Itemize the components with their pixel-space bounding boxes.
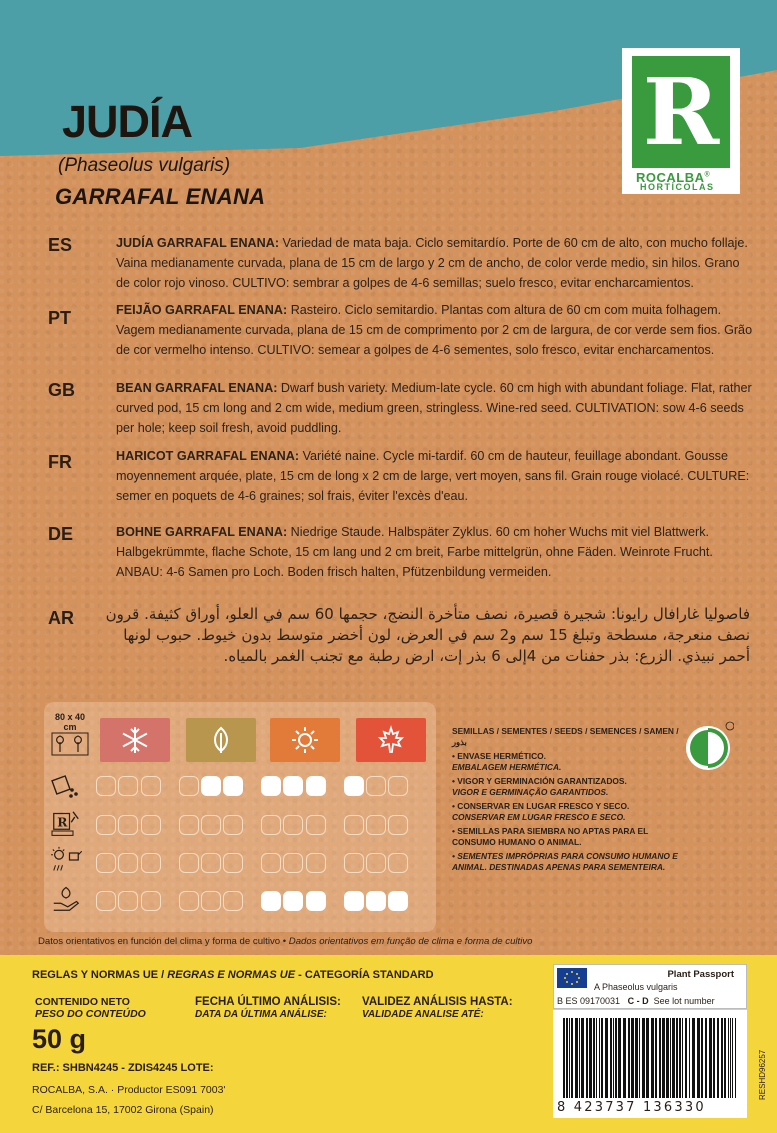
month-cell (118, 853, 138, 873)
barcode-bar (697, 1018, 700, 1098)
description-de (116, 522, 756, 582)
month-cell (306, 815, 326, 835)
barcode-bar (651, 1018, 654, 1098)
passport-title: Plant Passport (667, 969, 734, 980)
month-cell (179, 891, 199, 911)
barcode-bar (689, 1018, 690, 1098)
barcode-bar (575, 1018, 578, 1098)
barcode-bar (662, 1018, 665, 1098)
month-cell (141, 815, 161, 835)
barcode-bar (631, 1018, 634, 1098)
eu-rules (32, 969, 434, 981)
barcode-bar (670, 1018, 671, 1098)
notes-heading: SEMILLAS / SEMENTES / SEEDS / SEMENCES / SAMEN / بذور (452, 726, 679, 747)
season-spring (186, 718, 256, 762)
barcode-bar (586, 1018, 588, 1098)
description-lead: JUDÍA GARRAFAL ENANA: (116, 236, 280, 250)
calendar-row-seedbed (96, 776, 426, 798)
description-lead: BEAN GARRAFAL ENANA: (116, 381, 278, 395)
month-cell (388, 776, 408, 796)
maple-leaf-icon (376, 725, 406, 755)
barcode-bar (581, 1018, 584, 1098)
footnote (38, 936, 758, 947)
note-item: • VIGOR Y GERMINACIÓN GARANTIZADOS. VIGOR E GERMINAÇÃO GARANTIDOS. (452, 776, 627, 797)
month-cell (306, 853, 326, 873)
barcode-bar (639, 1018, 640, 1098)
seed-notes (452, 726, 682, 872)
barcode-bar (692, 1018, 695, 1098)
sun-watering-icon (46, 846, 86, 874)
passport-codes (557, 996, 715, 1006)
barcode-bar (721, 1018, 723, 1098)
month-cell (283, 853, 303, 873)
snowflake-icon (120, 725, 150, 755)
month-cell (201, 891, 221, 911)
rules-category: - CATEGORÍA STANDARD (295, 969, 434, 981)
note-item: • ENVASE HERMÉTICO. EMBALAGEM HERMÉTICA. (452, 751, 562, 772)
description-gb (116, 378, 756, 438)
net-label-es: CONTENIDO NETO (35, 996, 130, 1008)
month-cell (118, 815, 138, 835)
footnote-separator: • (280, 936, 289, 947)
month-cell (223, 891, 243, 911)
leaf-icon (206, 725, 236, 755)
barcode-bars (553, 1010, 747, 1098)
registered-mark: ® (704, 171, 711, 179)
month-cell (96, 815, 116, 835)
barcode-bar (655, 1018, 657, 1098)
note-main: CONSERVAR EN LUGAR FRESCO Y SECO. (457, 801, 630, 811)
month-cell (141, 853, 161, 873)
barcode-bar (717, 1018, 719, 1098)
calendar-row-harvest (96, 891, 426, 913)
eu-stars-icon (562, 970, 582, 986)
lang-code-de: DE (48, 524, 74, 544)
barcode-bar (599, 1018, 600, 1098)
validity-label-es: VALIDEZ ANÁLISIS HASTA: (362, 996, 513, 1008)
month-cell (141, 891, 161, 911)
barcode-bar (610, 1018, 612, 1098)
description-fr (116, 446, 756, 506)
month-cell (366, 776, 386, 796)
note-main: ENVASE HERMÉTICO. (457, 751, 546, 761)
lang-code-ar: AR (48, 608, 74, 628)
barcode-bar (666, 1018, 669, 1098)
rules-es: REGLAS Y NORMAS UE / (32, 969, 168, 981)
barcode-bar (701, 1018, 703, 1098)
description-text: Variété naine. Cycle mi-tardif. 60 cm de hauteur, feuillage abondant. Gousse moyennement arquée, plate, 15 cm de long x 2 cm de large, vert moyen, sans fil. Grain rouge violacé. CULTURE: semer en poquets de 4-6 graines; sol frais, éviter l'excès d'eau. (116, 449, 750, 503)
validity-label (362, 996, 513, 1020)
rules-pt: REGRAS E NORMAS UE (167, 969, 296, 981)
lang-code-pt: PT (48, 308, 72, 328)
calendar-row-transplant (96, 815, 426, 837)
net-weight: 50 g (32, 1024, 87, 1054)
month-cell (344, 891, 364, 911)
barcode-bar (705, 1018, 707, 1098)
month-cell (366, 815, 386, 835)
description-text: Niedrige Staude. Halbspäter Zyklus. 60 cm hoher Wuchs mit viel Blattwerk. Halbgekrümmte, flache Schote, 15 cm lang und 2 cm breit, Farbe mittelgrün, ohne Fäden. Weinrote Frucht. ANBAU: 4-6 Samen pro Loch. Boden frisch halten, Pfützenbildung vermeiden. (116, 525, 713, 579)
description-lead: BOHNE GARRAFAL ENANA: (116, 525, 288, 539)
footnote-pt: Dados orientativos em função de clima e forma de cultivo (288, 936, 533, 947)
lang-code-fr: FR (48, 452, 72, 472)
barcode-bar (709, 1018, 712, 1098)
lang-code-gb: GB (48, 380, 75, 400)
month-cell (261, 776, 281, 796)
plants-spacing-icon (50, 732, 90, 758)
note-item: • CONSERVAR EN LUGAR FRESCO Y SECO. CONSERVAR EM LUGAR FRESCO E SECO. (452, 801, 630, 822)
logo-mark: R (632, 56, 730, 168)
passport-code-cd: C - D (627, 996, 649, 1006)
month-cell (388, 891, 408, 911)
barcode-bar (596, 1018, 597, 1098)
barcode-bar (732, 1018, 733, 1098)
barcode-bar (682, 1018, 683, 1098)
month-cell (118, 891, 138, 911)
eu-flag-icon (557, 968, 587, 988)
month-cell (118, 776, 138, 796)
month-cell (366, 853, 386, 873)
barcode-bar (679, 1018, 681, 1098)
month-cell (283, 815, 303, 835)
green-dot-icon (682, 720, 734, 772)
note-item: • SEMENTES IMPRÓPRIAS PARA CONSUMO HUMANO E ANIMAL. DESTINADAS APENAS PARA SEMENTEIRA. (452, 851, 678, 872)
barcode-bar (642, 1018, 645, 1098)
producer: ROCALBA, S.A. · Productor ES091 7003' (32, 1084, 226, 1096)
spacing-unit: cm (63, 722, 77, 732)
reference-lot: REF.: SHBN4245 - ZDIS4245 LOTE: (32, 1062, 214, 1074)
month-cell (344, 853, 364, 873)
description-text: Variedad de mata baja. Ciclo semitardío. Porte de 60 cm de alto, con mucho follaje. Vaina medianamente curvada, plana de 15 cm de largo y 2 cm de ancho, de color verde medio, sin hilos. Grano de color rojo vinoso. CULTIVO: sembrar a golpes de 4-6 semillas; suelo fresco, evitar encharcamientos. (116, 236, 748, 290)
svg-text:R: R (57, 814, 68, 830)
month-cell (96, 853, 116, 873)
description-ar: فاصوليا غارافال رايونا: شجيرة قصيرة، نصف متأخرة النضج، حجمها 60 سم في العلو، أوراق كثيفة. قرون نصف منعرجة، مسطحة وتبلغ 15 سم و2 سم في العرض، لون أخضر متوسط بدون خيوط. حبوب لونها أحمر نبيذي. الزرع: بذر حفنات من 4إلى 6 بذر إت، ارض رطبة مع تجنب الغمر بالمياه. (105, 605, 750, 665)
barcode-bar (605, 1018, 608, 1098)
sun-icon (290, 725, 320, 755)
month-cell (223, 853, 243, 873)
barcode-bar (672, 1018, 675, 1098)
month-cell (388, 853, 408, 873)
barcode (553, 1010, 747, 1118)
month-cell (96, 891, 116, 911)
barcode-bar (618, 1018, 621, 1098)
barcode-bar (593, 1018, 595, 1098)
calendar-row-direct-sowing (96, 853, 426, 875)
barcode-bar (685, 1018, 687, 1098)
harvest-hand-icon (46, 884, 86, 912)
month-cell (179, 815, 199, 835)
barcode-bar (579, 1018, 580, 1098)
footnote-es: Datos orientativos en función del clima y forma de cultivo (38, 936, 281, 947)
product-title: JUDÍA (62, 96, 193, 147)
lang-code-es: ES (48, 235, 73, 255)
note-main: VIGOR Y GERMINACIÓN GARANTIZADOS. (457, 776, 627, 786)
barcode-number: 8 423737 136330 (557, 1100, 706, 1115)
season-autumn (356, 718, 426, 762)
note-alt: VIGOR E GERMINAÇÃO GARANTIDOS. (452, 786, 609, 797)
barcode-bar (724, 1018, 726, 1098)
barcode-bar (569, 1018, 570, 1098)
barcode-bar (589, 1018, 592, 1098)
note-alt: CONSERVAR EM LUGAR FRESCO E SECO. (452, 811, 626, 822)
barcode-bar (628, 1018, 630, 1098)
validity-label-pt: VALIDADE ANALISE ATÉ: (362, 1009, 484, 1020)
note-main: SEMENTES IMPRÓPRIAS PARA CONSUMO HUMANO E ANIMAL. DESTINADAS APENAS PARA SEMENTEIRA. (452, 851, 678, 872)
month-cell (283, 776, 303, 796)
plant-spacing (50, 712, 90, 760)
month-cell (283, 891, 303, 911)
side-code: RESHD96257 (758, 1049, 767, 1100)
barcode-bar (730, 1018, 731, 1098)
net-label-pt: PESO DO CONTEÚDO (35, 1008, 146, 1020)
month-cell (223, 776, 243, 796)
barcode-bar (613, 1018, 614, 1098)
month-cell (261, 853, 281, 873)
barcode-bar (735, 1018, 736, 1098)
passport-code-b: B ES 09170031 (557, 996, 621, 1006)
month-cell (201, 815, 221, 835)
analysis-label-es: FECHA ÚLTIMO ANÁLISIS: (195, 996, 341, 1008)
note-alt: EMBALAGEM HERMÉTICA. (452, 761, 562, 772)
month-cell (179, 776, 199, 796)
description-text: Rasteiro. Ciclo semitardio. Plantas com altura de 60 cm com muita folhagem. Vagem medianamente curvada, plana de 15 cm de comprimento por 2 cm de largura, de cor verde sem fios. Grão de cor vermelho intenso. CULTIVO: semear a golpes de 4-6 sementes, solo fresco, evitar encharcamentos. (116, 303, 753, 357)
analysis-label-pt: DATA DA ÚLTIMA ANÁLISE: (195, 1009, 327, 1020)
month-cell (261, 815, 281, 835)
description-lead: FEIJÃO GARRAFAL ENANA: (116, 303, 288, 317)
logo-subtitle: HORTÍCOLAS (640, 182, 715, 192)
barcode-bar (571, 1018, 573, 1098)
rocalba-logo (614, 38, 744, 198)
barcode-bar (635, 1018, 638, 1098)
barcode-bar (659, 1018, 661, 1098)
month-cell (388, 815, 408, 835)
transplant-icon (46, 810, 86, 838)
month-cell (344, 776, 364, 796)
passport-lot: See lot number (653, 996, 715, 1006)
description-text: Dwarf bush variety. Medium-late cycle. 60 cm high with abundant foliage. Flat, rather curved pod, 15 cm long and 2 cm wide, medium green, stringless. Wine-red seed. CULTIVATION: sow 4-6 seeds per hole; keep soil fresh, avoid puddling. (116, 381, 752, 435)
month-cell (201, 776, 221, 796)
season-summer (270, 718, 340, 762)
month-cell (306, 891, 326, 911)
month-cell (141, 776, 161, 796)
month-cell (96, 776, 116, 796)
season-winter (100, 718, 170, 762)
last-analysis-label (195, 996, 341, 1020)
latin-name: (Phaseolus vulgaris) (58, 155, 231, 176)
barcode-bar (566, 1018, 568, 1098)
description-es (116, 233, 756, 293)
address: C/ Barcelona 15, 17002 Girona (Spain) (32, 1104, 214, 1116)
description-pt (116, 300, 756, 360)
spacing-value: 80 x 40 (54, 712, 86, 722)
barcode-bar (676, 1018, 678, 1098)
plant-passport (553, 964, 747, 1009)
note-item: • SEMILLAS PARA SIEMBRA NO APTAS PARA EL CONSUMO HUMANO O ANIMAL. (452, 826, 649, 847)
barcode-bar (713, 1018, 715, 1098)
net-content-label (35, 996, 146, 1020)
month-cell (366, 891, 386, 911)
brand-name: ROCALBA (636, 170, 705, 185)
month-cell (344, 815, 364, 835)
month-cell (201, 853, 221, 873)
month-cell (261, 891, 281, 911)
barcode-bar (623, 1018, 626, 1098)
note-main: SEMILLAS PARA SIEMBRA NO APTAS PARA EL CONSUMO HUMANO O ANIMAL. (452, 826, 649, 847)
barcode-bar (728, 1018, 729, 1098)
barcode-bar (646, 1018, 649, 1098)
variety-name: GARRAFAL ENANA (55, 184, 266, 209)
month-cell (179, 853, 199, 873)
barcode-bar (615, 1018, 617, 1098)
description-lead: HARICOT GARRAFAL ENANA: (116, 449, 300, 463)
passport-species: A Phaseolus vulgaris (594, 982, 678, 992)
barcode-bar (563, 1018, 565, 1098)
seed-tray-icon (46, 772, 86, 800)
month-cell (306, 776, 326, 796)
month-cell (223, 815, 243, 835)
barcode-bar (601, 1018, 603, 1098)
